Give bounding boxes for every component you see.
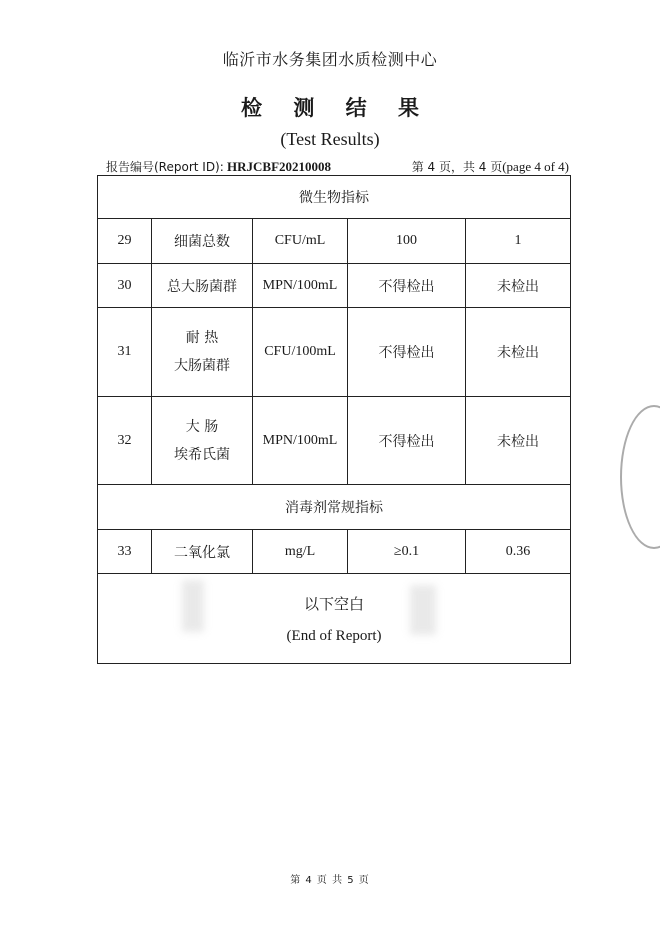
row-number: 33: [98, 530, 152, 574]
result-value: 未检出: [466, 264, 571, 308]
limit-value: 不得检出: [348, 397, 466, 485]
table-row: [98, 308, 571, 397]
result-value: 未检出: [466, 397, 571, 485]
unit: CFU/100mL: [253, 308, 348, 397]
result-value: 0.36: [466, 530, 571, 574]
unit: CFU/mL: [253, 219, 348, 264]
results-table: [97, 175, 571, 664]
indicator-name-line1: 耐 热: [185, 330, 219, 346]
limit-value: 不得检出: [348, 264, 466, 308]
section-header-disinfectant: 消毒剂常规指标: [98, 485, 571, 530]
end-of-report-en: (End of Report): [286, 627, 382, 644]
row-number: 31: [98, 308, 152, 397]
table-row: [98, 264, 571, 308]
indicator-name-line2: 大肠菌群: [174, 358, 230, 374]
document-title: 检 测 结 果: [241, 96, 431, 120]
indicator-name: 二氧化氯: [152, 530, 253, 574]
report-id-label: 报告编号(Report ID):: [106, 160, 224, 174]
page-footer: 第 4 页 共 5 页: [290, 875, 370, 886]
report-id-line: [106, 158, 331, 175]
limit-value: 不得检出: [348, 308, 466, 397]
scan-smudge: [410, 585, 436, 635]
scan-smudge: [182, 580, 204, 632]
indicator-name-line1: 大 肠: [185, 418, 219, 435]
section-header-microbial: 微生物指标: [98, 176, 571, 219]
indicator-name: 细菌总数: [152, 219, 253, 264]
row-number: 30: [98, 264, 152, 308]
report-id-value: HRJCBF20210008: [227, 159, 332, 174]
end-of-report-cn: 以下空白: [304, 594, 365, 613]
unit: MPN/100mL: [253, 264, 348, 308]
limit-value: 100: [348, 219, 466, 264]
indicator-name: 总大肠菌群: [152, 264, 253, 308]
indicator-name-line2: 埃希氏菌: [174, 446, 230, 463]
organization-name: 临沂市水务集团水质检测中心: [222, 50, 438, 69]
indicator-name: [152, 308, 253, 397]
unit: mg/L: [253, 530, 348, 574]
row-number: 32: [98, 397, 152, 485]
seal-stamp-icon: [620, 405, 660, 549]
row-number: 29: [98, 219, 152, 264]
end-of-report-cell: [98, 574, 571, 664]
table-row: [98, 530, 571, 574]
limit-value: ≥0.1: [348, 530, 466, 574]
document-subtitle: (Test Results): [280, 129, 380, 149]
page-info-cn: 第 4 页，共 4 页: [411, 160, 503, 174]
result-value: 1: [466, 219, 571, 264]
indicator-name: [152, 397, 253, 485]
table-row: [98, 397, 571, 485]
result-value: 未检出: [466, 308, 571, 397]
unit: MPN/100mL: [253, 397, 348, 485]
page-info: [412, 158, 569, 175]
page-info-en: (page 4 of 4): [502, 159, 569, 174]
table-row: [98, 219, 571, 264]
